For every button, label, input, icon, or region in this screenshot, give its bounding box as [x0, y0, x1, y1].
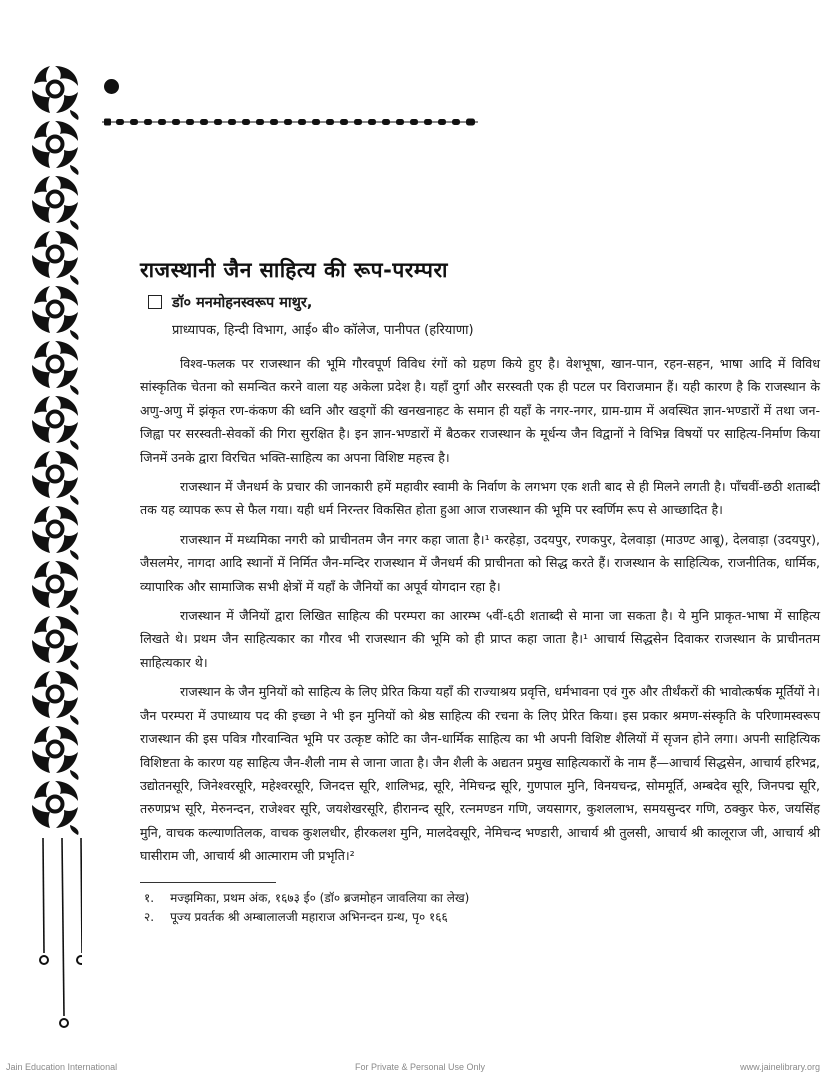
footnote-number: १. [144, 890, 155, 905]
page-footer [0, 1062, 828, 1080]
footnote-text: पूज्य प्रवर्तक श्री अम्बालालजी महाराज अभिनन्दन ग्रन्थ, पृ० १६६ [170, 909, 448, 924]
square-bullet-icon [148, 295, 162, 309]
paragraph: विश्व-फलक पर राजस्थान की भूमि गौरवपूर्ण विविध रंगों को ग्रहण किये हुए है। वेशभूषा, खान-पान, रहन-सहन, भाषा आदि में विविध सांस्कृतिक चेतना को समन्वित करने वाला यह अकेला प्रदेश है। यहाँ दुर्गा और सरस्वती एक ही पटल पर विराजमान हैं। यही कारण है कि राजस्थान के अणु-अणु में झंकृत रण-कंकण की ध्वनि और खड्गों की खनखनाहट के समान ही यहाँ के नगर-नगर, ग्राम-ग्राम में अवस्थित ज्ञान-भण्डारों में तथा जन-जिह्वा पर सरस्वती-सेवकों की गिरा सुरक्षित है। इन ज्ञान-भण्डारों में बैठकर राजस्थान के मूर्धन्य जैन विद्वानों ने विभिन्न विषयों पर साहित्य-निर्माण किया जिनमें उनके द्वारा विरचित भक्ति-साहित्य का अपना विशिष्ट महत्त्व है। [140, 356, 820, 465]
paragraph: राजस्थान में जैनियों द्वारा लिखित साहित्य की परम्परा का आरम्भ ५वीं-६ठी शताब्दी से माना जा सकता है। ये मुनि प्राकृत-भाषा में साहित्य लिखते थे। प्रथम जैन साहित्यकार का गौरव भी राजस्थान की भूमि को ही प्राप्त कहा जाता है।¹ आचार्य सिद्धसेन दिवाकर राजस्थान के प्राचीनतम साहित्यकार थे। [140, 608, 820, 670]
paisley-border-icon [28, 62, 82, 842]
article-body [140, 256, 820, 927]
footer-website-link[interactable]: www.jainelibrary.org [740, 1062, 820, 1072]
footer-publisher: Jain Education International [6, 1062, 118, 1072]
footnote-divider [140, 882, 276, 883]
footnote-number: २. [144, 909, 155, 924]
author-line [148, 292, 820, 312]
author-affiliation: प्राध्यापक, हिन्दी विभाग, आई० बी० कॉलेज, पानीपत (हरियाणा) [172, 323, 474, 338]
footnotes [140, 889, 820, 927]
tassel-lines-icon [28, 838, 82, 1038]
ornament-dot-icon [104, 79, 119, 94]
paragraph: राजस्थान में जैनधर्म के प्रचार की जानकारी हमें महावीर स्वामी के निर्वाण के लगभग एक शती बाद से ही मिलने लगती है। पाँचवीं-छठी शताब्दी तक यह व्यापक रूप से फैल गया। यही धर्म निरन्तर विकसित होता हुआ आज राजस्थान की भूमि पर स्वर्णिम रूप से आच्छादित है। [140, 479, 820, 518]
author-name: डॉ० मनमोहनस्वरूप माथुर, [172, 295, 313, 311]
decorative-border [28, 62, 82, 842]
article-title: राजस्थानी जैन साहित्य की रूप-परम्परा [140, 258, 448, 282]
footnote [144, 908, 820, 927]
footnote-text: मज्झमिका, प्रथम अंक, १६७३ ई० (डॉ० ब्रजमोहन जावलिया का लेख) [170, 890, 470, 905]
footer-usage-note: For Private & Personal Use Only [355, 1062, 486, 1072]
paragraph: राजस्थान में मध्यमिका नगरी को प्राचीनतम जैन नगर कहा जाता है।¹ करहेड़ा, उदयपुर, रणकपुर, देलवाड़ा (माउण्ट आबू), देलवाड़ा (उदयपुर), जैसलमेर, नागदा आदि स्थानों में निर्मित जैन-मन्दिर राजस्थान में जैनधर्म की प्राचीनता को सिद्ध करते हैं। राजस्थान के साहित्यिक, राजनीतिक, धार्मिक, व्यापारिक और सामाजिक सभी क्षेत्रों में यहाँ के जैनियों का अपूर्व योगदान रहा है। [140, 531, 820, 594]
footnote [144, 889, 820, 908]
border-tassels [28, 838, 82, 1038]
dotted-ornamental-rule [102, 117, 478, 127]
paragraph: राजस्थान के जैन मुनियों को साहित्य के लिए प्रेरित किया यहाँ की राज्याश्रय प्रवृत्ति, धर्मभावना एवं गुरु और तीर्थंकरों की भावोत्कर्षक मूर्तियों ने। जैन परम्परा में उपाध्याय पद की इच्छा ने भी इन मुनियों को श्रेष्ठ साहित्य की रचना के लिए प्रेरित किया। इस प्रकार श्रमण-संस्कृति के परिणामस्वरूप राजस्थान की इस पवित्र गौरवान्वित भूमि पर उत्कृष्ट कोटि का जैन-धार्मिक साहित्य का भी अपनी विशिष्ट शैलियों में सृजन होने लगा। अपनी साहित्यिक विशिष्टता के कारण यह साहित्य जैन-शैली नाम से जाना जाता है। जैन शैली के अद्यतन प्रमुख साहित्यकारों के नाम हैं—आचार्य सिद्धसेन, आचार्य हरिभद्र, उद्योतनसूरि, जिनेश्वरसूरि, महेश्वरसूरि, जिनदत्त सूरि, शालिभद्र, सूरि, नेमिचन्द्र सूरि, गुणपाल मुनि, विनयचन्द्र, सोममूर्ति, अम्बदेव सूरि, जिनपद्म सूरि, तरुणप्रभ सूरि, मेरुनन्दन, राजेश्वर सूरि, जयशेखरसूरि, हीरानन्द सूरि, रत्नमण्डन गणि, जयसागर, कुशललाभ, समयसुन्दर गणि, ठक्कुर फेरु, जयसिंह मुनि, वाचक कल्याणतिलक, वाचक कुशलधीर, हीरकलश मुनि, मालदेवसूरि, नेमिचन्द भण्डारी, आचार्य श्री तुलसी, आचार्य श्री कालूराज जी, आचार्य श्री घासीराम जी, आचार्य श्री आत्माराम जी प्रभृति।² [140, 684, 820, 864]
